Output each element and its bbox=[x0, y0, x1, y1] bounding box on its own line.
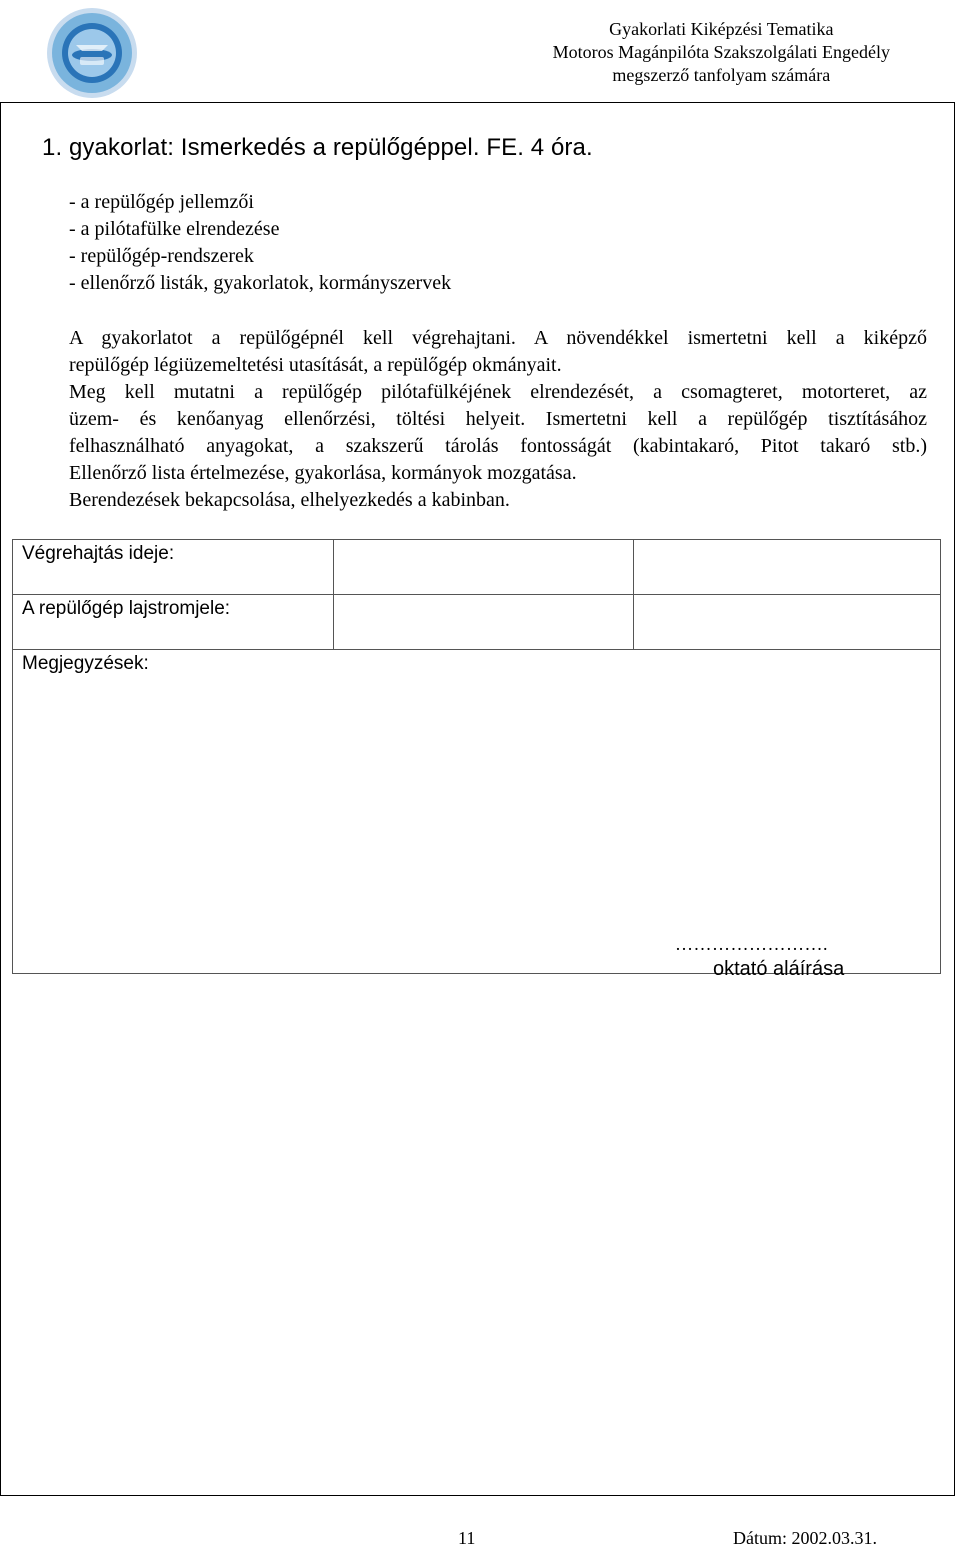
signature-label: oktató aláírása bbox=[713, 958, 845, 980]
registration-field-1[interactable] bbox=[333, 595, 634, 650]
header-line-3: megszerző tanfolyam számára bbox=[612, 65, 831, 85]
header-line-2: Motoros Magánpilóta Szakszolgálati Engedély bbox=[552, 42, 890, 62]
description-line: üzem- és kenőanyag ellenőrzési, töltési helyeit. Ismertetni kell a repülőgép tisztításához bbox=[69, 408, 927, 430]
signature-line: ……………………. bbox=[675, 934, 828, 954]
registration-field-2[interactable] bbox=[634, 595, 941, 650]
description-line: felhasználható anyagokat, a szakszerű tárolás fontosságát (kabintakaró, Pitot takaró stb.) bbox=[69, 435, 927, 457]
header-line-1: Gyakorlati Kiképzési Tematika bbox=[609, 19, 834, 39]
notes-area[interactable] bbox=[13, 650, 941, 980]
document-date: Dátum: 2002.03.31. bbox=[733, 1528, 877, 1548]
notes-label: Megjegyzések: bbox=[22, 653, 149, 674]
description-line: repülőgép légiüzemeltetési utasítását, a repülőgép okmányait. bbox=[69, 354, 562, 376]
description-line: A gyakorlatot a repülőgépnél kell végrehajtani. A növendékkel ismertetni kell a kiképző bbox=[69, 327, 927, 349]
organization-seal-icon bbox=[42, 5, 142, 105]
execution-time-label: Végrehajtás ideje: bbox=[13, 540, 334, 595]
document-header bbox=[553, 18, 890, 87]
execution-time-field-2[interactable] bbox=[634, 540, 941, 595]
topic-item: - ellenőrző listák, gyakorlatok, kormányszervek bbox=[69, 272, 452, 294]
page-number: 11 bbox=[458, 1528, 476, 1548]
description-line: Berendezések bekapcsolása, elhelyezkedés a kabinban. bbox=[69, 489, 510, 511]
description-line: Ellenőrző lista értelmezése, gyakorlása, kormányok mozgatása. bbox=[69, 462, 577, 484]
topic-item: - repülőgép-rendszerek bbox=[69, 245, 254, 267]
topic-item: - a repülőgép jellemzői bbox=[69, 191, 254, 213]
registration-label: A repülőgép lajstromjele: bbox=[13, 595, 334, 650]
topic-list bbox=[69, 189, 451, 297]
topic-item: - a pilótafülke elrendezése bbox=[69, 218, 280, 240]
execution-time-field-1[interactable] bbox=[333, 540, 634, 595]
exercise-description bbox=[69, 325, 927, 514]
description-line: Meg kell mutatni a repülőgép pilótafülkéjének elrendezését, a csomagteret, motorteret, az bbox=[69, 381, 927, 403]
record-form bbox=[12, 539, 941, 980]
exercise-title: 1. gyakorlat: Ismerkedés a repülőgéppel. FE. 4 óra. bbox=[42, 134, 593, 161]
